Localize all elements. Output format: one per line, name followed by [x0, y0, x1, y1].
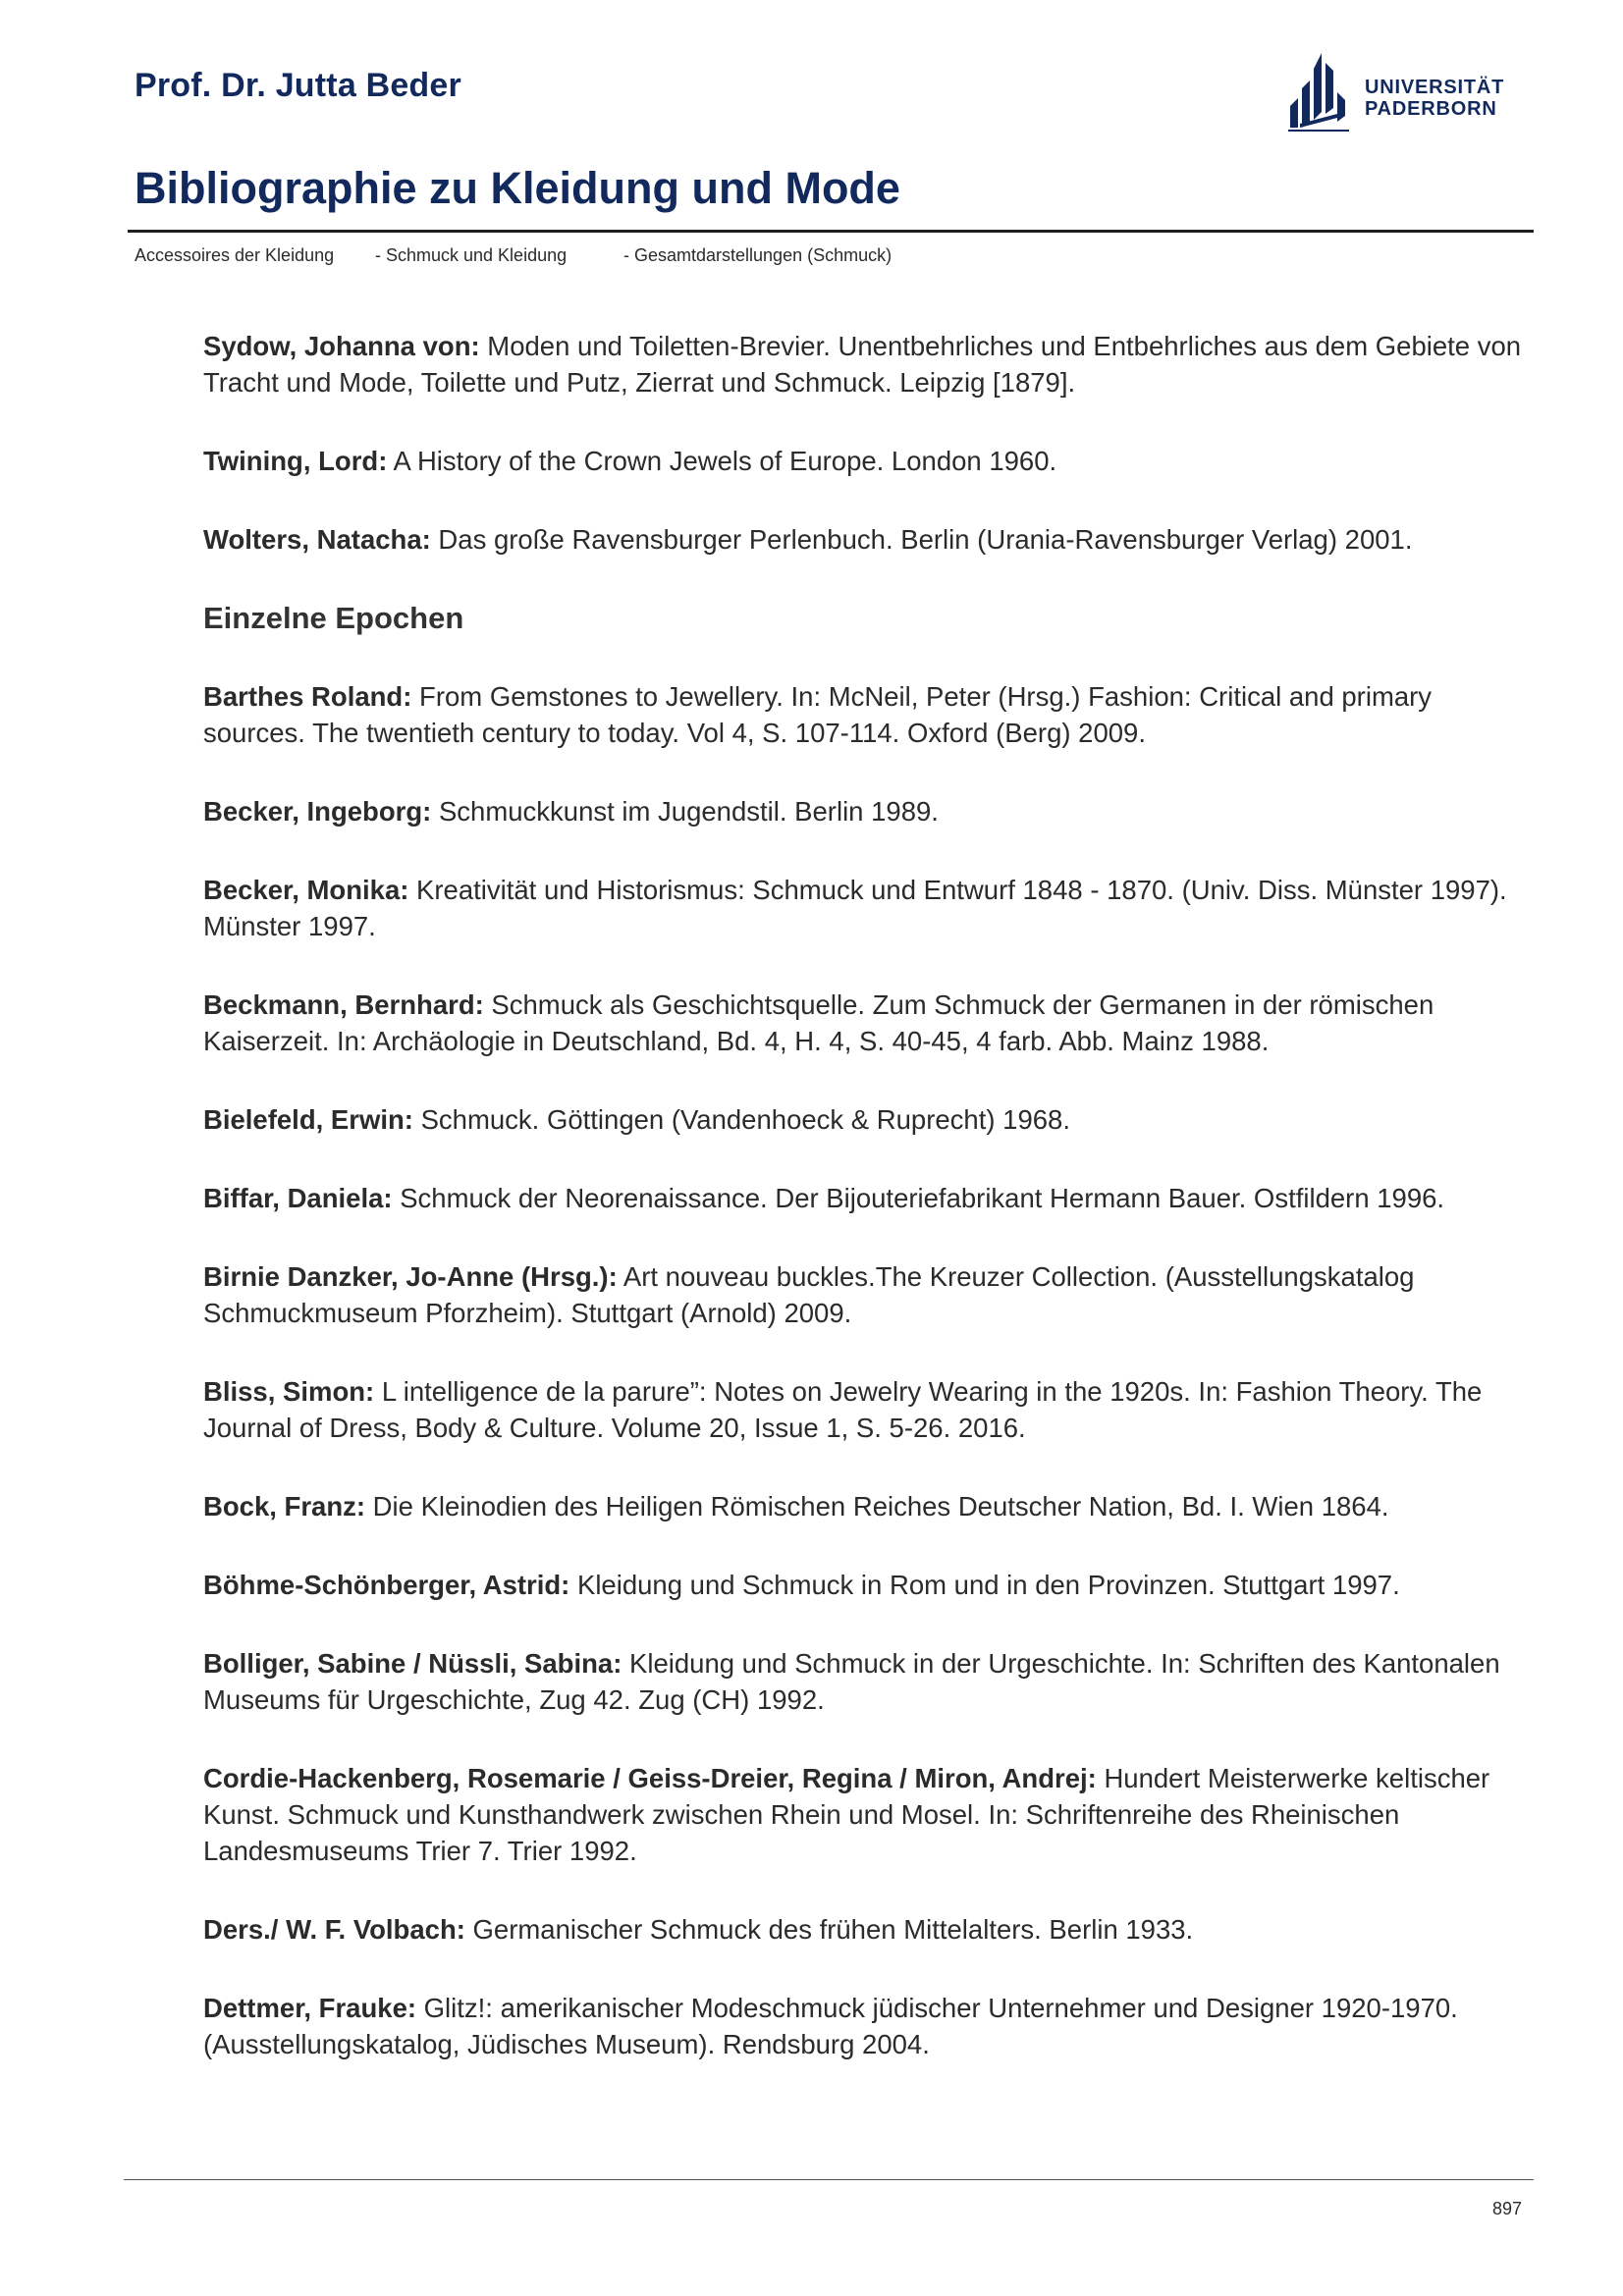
entry-author: Bock, Franz:	[203, 1491, 366, 1522]
entry-author: Dettmer, Frauke:	[203, 1993, 417, 2023]
page-title: Bibliographie zu Kleidung und Mode	[135, 163, 900, 213]
entry-author: Barthes Roland:	[203, 681, 412, 712]
bibliography-entry	[203, 1760, 1534, 1869]
entry-text: Kreativität und Historismus: Schmuck und Entwurf 1848 - 1870. (Univ. Diss. Münster 1997). Münster 1997.	[203, 875, 1507, 941]
entry-author: Beckmann, Bernhard:	[203, 989, 484, 1020]
header-divider	[128, 230, 1534, 233]
logo-line-1: UNIVERSITÄT	[1365, 77, 1505, 98]
entry-author: Ders./ W. F. Volbach:	[203, 1914, 465, 1945]
bibliography-entry	[203, 1645, 1534, 1718]
entry-author: Wolters, Natacha:	[203, 524, 431, 555]
entry-author: Becker, Monika:	[203, 875, 409, 905]
breadcrumb-level-3: - Gesamtdarstellungen (Schmuck)	[623, 245, 893, 265]
entry-text: Die Kleinodien des Heiligen Römischen Reiches Deutscher Nation, Bd. I. Wien 1864.	[372, 1491, 1389, 1522]
entry-author: Twining, Lord:	[203, 446, 388, 476]
entry-text: From Gemstones to Jewellery. In: McNeil, Peter (Hrsg.) Fashion: Critical and primary sources. The twentieth century to today. Vol 4, S. 107-114. Oxford (Berg) 2009.	[203, 681, 1433, 748]
entries-after-section	[203, 678, 1534, 2062]
bibliography-entry	[203, 1258, 1534, 1331]
entry-author: Biffar, Daniela:	[203, 1183, 393, 1213]
bibliography-entry	[203, 872, 1534, 944]
entry-author: Birnie Danzker, Jo-Anne (Hrsg.):	[203, 1261, 618, 1292]
entry-author: Bliss, Simon:	[203, 1376, 375, 1407]
bibliography-entry	[203, 1488, 1534, 1524]
entry-text: Glitz!: amerikanischer Modeschmuck jüdischer Unternehmer und Designer 1920-1970. (Ausstellungskatalog, Jüdisches Museum). Rendsburg 2004.	[203, 1993, 1458, 2059]
bibliography-entry	[203, 1911, 1534, 1948]
bibliography-entry	[203, 793, 1534, 829]
university-logo	[1288, 53, 1514, 132]
entry-text: A History of the Crown Jewels of Europe. London 1960.	[393, 446, 1057, 476]
breadcrumb-level-1: Accessoires der Kleidung	[135, 245, 335, 265]
entry-text: Kleidung und Schmuck in der Urgeschichte. In: Schriften des Kantonalen Museums für Urgeschichte, Zug 42. Zug (CH) 1992.	[203, 1648, 1500, 1715]
entry-text: Hundert Meisterwerke keltischer Kunst. Schmuck und Kunsthandwerk zwischen Rhein und Mosel. In: Schriftenreihe des Rheinischen Landesmuseums Trier 7. Trier 1992.	[203, 1763, 1490, 1866]
bibliography-entry	[203, 987, 1534, 1059]
entry-text: Schmuck. Göttingen (Vandenhoeck & Ruprecht) 1968.	[420, 1104, 1070, 1135]
entry-author: Becker, Ingeborg:	[203, 796, 432, 827]
entry-text: Moden und Toiletten-Brevier. Unentbehrliches und Entbehrliches aus dem Gebiete von Tracht und Mode, Toilette und Putz, Zierrat und Schmuck. Leipzig [1879].	[203, 331, 1522, 398]
entry-text: Schmuck der Neorenaissance. Der Bijouteriefabrikant Hermann Bauer. Ostfildern 1996.	[400, 1183, 1445, 1213]
bibliography-entry	[203, 521, 1534, 558]
bibliography-entry	[203, 1373, 1534, 1446]
breadcrumb	[135, 245, 892, 266]
logo-line-2: PADERBORN	[1365, 98, 1497, 120]
bibliography-entry	[203, 443, 1534, 479]
bibliography-entry	[203, 1180, 1534, 1216]
entries-before-section	[203, 328, 1534, 558]
footer-divider	[124, 2179, 1534, 2180]
bibliography-entry	[203, 1990, 1534, 2062]
entry-text: Das große Ravensburger Perlenbuch. Berlin (Urania-Ravensburger Verlag) 2001.	[438, 524, 1413, 555]
page-number: 897	[1491, 2199, 1522, 2218]
author-name: Prof. Dr. Jutta Beder	[135, 67, 461, 104]
entry-author: Böhme-Schönberger, Astrid:	[203, 1570, 570, 1600]
entry-text: L intelligence de la parure”: Notes on Jewelry Wearing in the 1920s. In: Fashion Theory. The Journal of Dress, Body & Culture. Volume 20, Issue 1, S. 5-26. 2016.	[203, 1376, 1483, 1443]
bibliography-list	[203, 328, 1534, 2105]
bibliography-entry	[203, 678, 1534, 751]
entry-author: Bolliger, Sabine / Nüssli, Sabina:	[203, 1648, 622, 1679]
bibliography-entry	[203, 328, 1534, 400]
university-paderborn-logo-icon	[1288, 53, 1361, 132]
entry-text: Schmuck als Geschichtsquelle. Zum Schmuck der Germanen in der römischen Kaiserzeit. In: Archäologie in Deutschland, Bd. 4, H. 4, S. 40-45, 4 farb. Abb. Mainz 1988.	[203, 989, 1434, 1056]
entry-author: Cordie-Hackenberg, Rosemarie / Geiss-Dreier, Regina / Miron, Andrej:	[203, 1763, 1097, 1793]
breadcrumb-level-2: - Schmuck und Kleidung	[375, 245, 568, 265]
section-heading: Einzelne Epochen	[203, 601, 464, 635]
entry-text: Schmuckkunst im Jugendstil. Berlin 1989.	[438, 796, 939, 827]
bibliography-entry	[203, 1101, 1534, 1138]
entry-text: Germanischer Schmuck des frühen Mittelalters. Berlin 1933.	[472, 1914, 1194, 1945]
entry-author: Bielefeld, Erwin:	[203, 1104, 413, 1135]
entry-text: Art nouveau buckles.The Kreuzer Collection. (Ausstellungskatalog Schmuckmuseum Pforzheim). Stuttgart (Arnold) 2009.	[203, 1261, 1415, 1328]
bibliography-entry	[203, 1567, 1534, 1603]
entry-text: Kleidung und Schmuck in Rom und in den Provinzen. Stuttgart 1997.	[576, 1570, 1400, 1600]
entry-author: Sydow, Johanna von:	[203, 331, 480, 361]
